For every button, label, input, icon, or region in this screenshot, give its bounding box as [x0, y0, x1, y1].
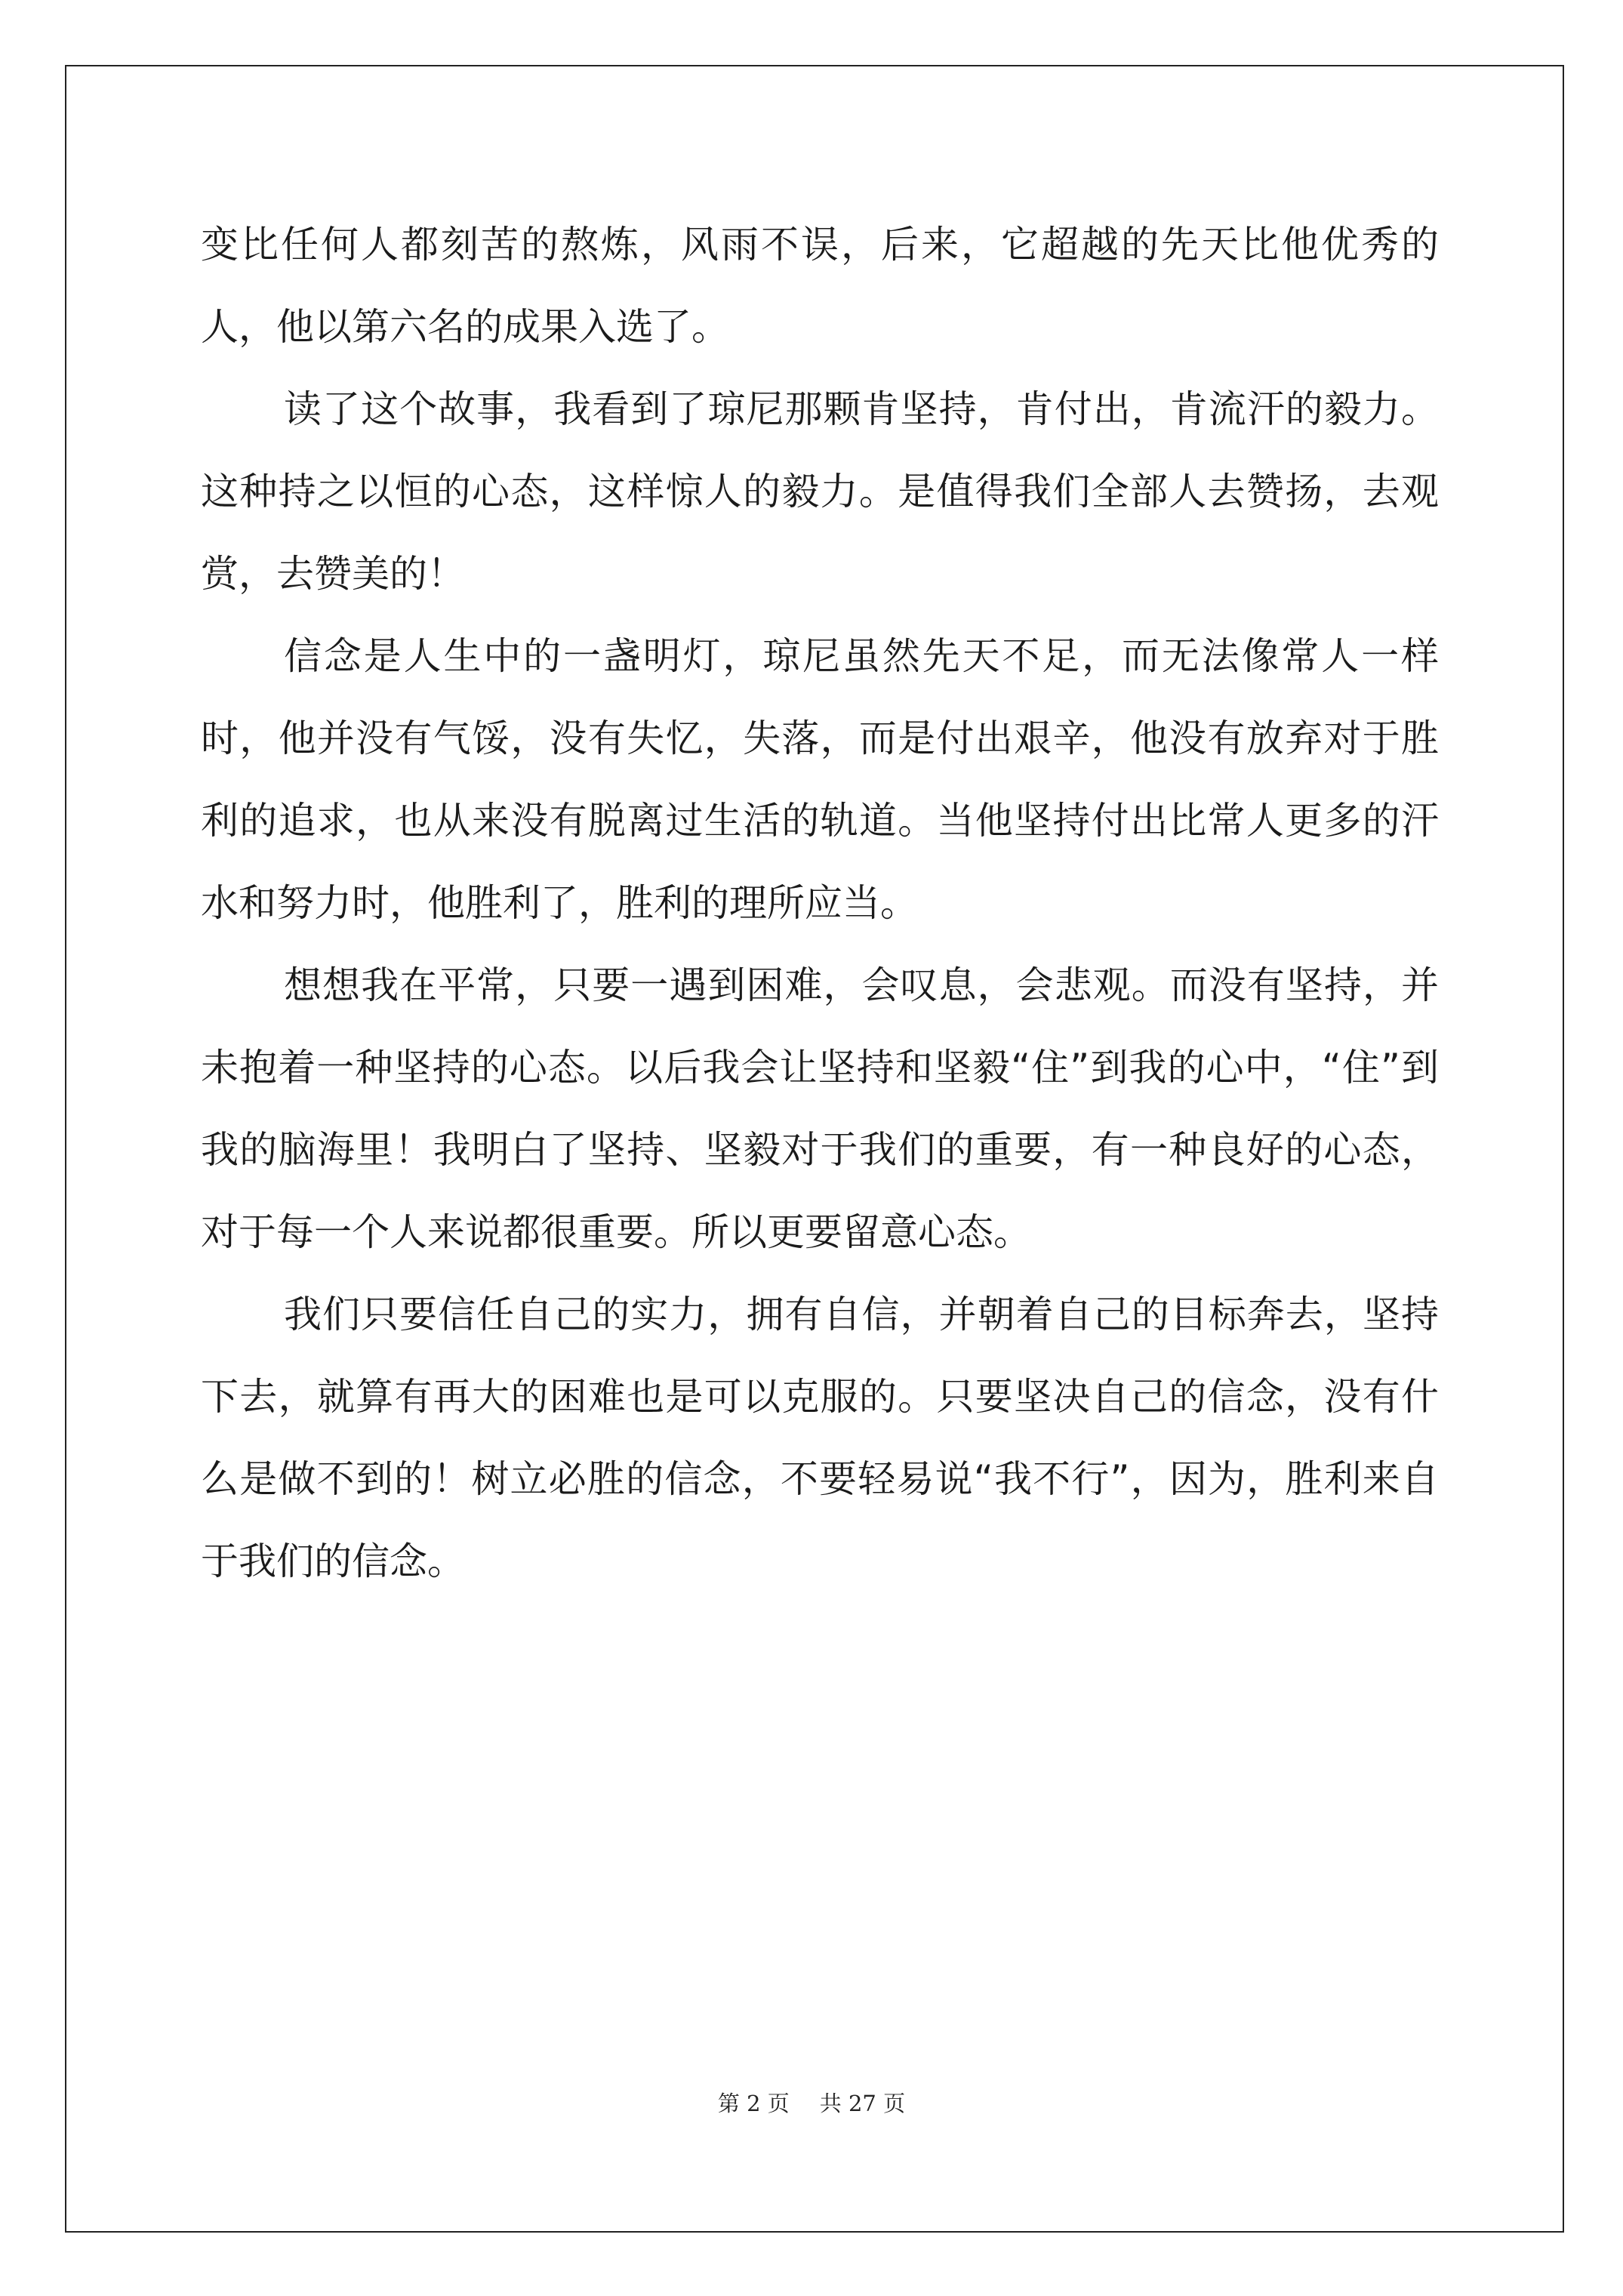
paragraph-2: 读了这个故事，我看到了琼尼那颗肯坚持，肯付出，肯流汗的毅力。这种持之以恒的心态，这样惊人的毅力。是值得我们全部人去赞扬，去观赏，去赞美的！ — [201, 387, 1439, 596]
paragraph-4: 想想我在平常，只要一遇到困难，会叹息，会悲观。而没有坚持，并未抱着一种坚持的心态。以后我会让坚持和坚毅“住”到我的心中，“住”到我的脑海里！我明白了坚持、坚毅对于我们的重要，有一种良好的心态，对于每一个人来说都很重要。所以更要留意心态。 — [201, 963, 1439, 1254]
paragraph-1: 变比任何人都刻苦的熬炼，风雨不误，后来，它超越的先天比他优秀的人，他以第六名的成果入选了。 — [201, 223, 1439, 349]
document-body — [201, 204, 1439, 1603]
page-total: 共 27 页 — [819, 2091, 906, 2116]
paragraph-5: 我们只要信任自己的实力，拥有自信，并朝着自己的目标奔去，坚持下去，就算有再大的困难也是可以克服的。只要坚决自己的信念，没有什么是做不到的！树立必胜的信念，不要轻易说“我不行”，因为，胜利来自于我们的信念。 — [201, 1293, 1439, 1583]
paragraph-3: 信念是人生中的一盏明灯，琼尼虽然先天不足，而无法像常人一样时，他并没有气馁，没有失忆，失落，而是付出艰辛，他没有放弃对于胜利的追求，也从来没有脱离过生活的轨道。当他坚持付出比常人更多的汗水和努力时，他胜利了，胜利的理所应当。 — [201, 634, 1439, 925]
page-number: 第 2 页 — [717, 2091, 790, 2116]
page-footer — [0, 2088, 1623, 2119]
